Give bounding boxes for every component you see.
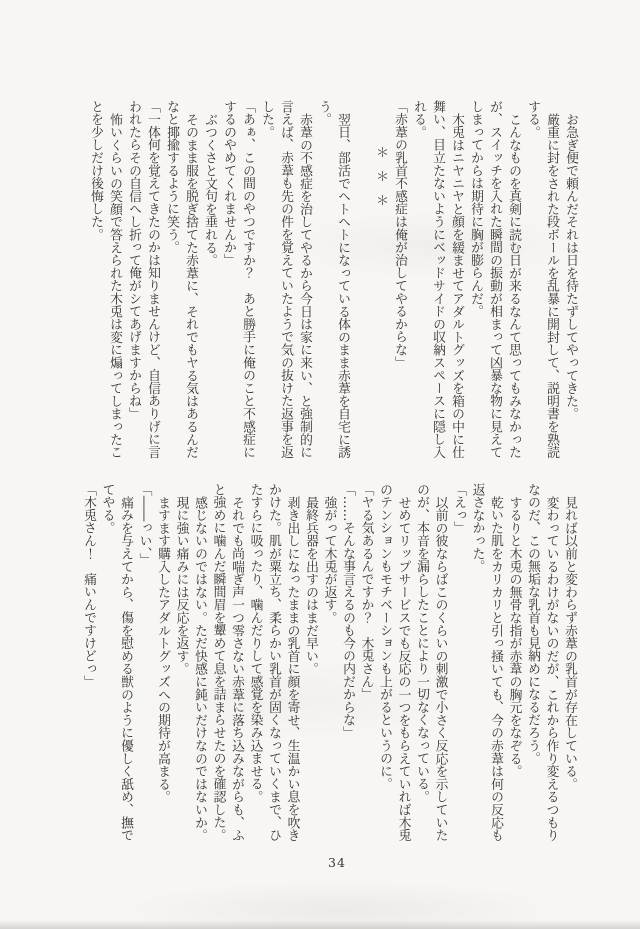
- paragraph: 以前の彼ならばこのくらいの刺激で小さく反応を示していたのが、本音を漏らしたことにより一切なくなっている。: [414, 483, 448, 843]
- paragraph: ぶつくさと文句を垂れる。: [202, 113, 217, 268]
- dialogue-line: 「えっ」: [451, 483, 466, 535]
- paragraph: お急ぎ便で頼んだそれは日を待たずしてやってきた。: [563, 113, 578, 421]
- paragraph: 怖いくらいの笑顔で答えられた木兎は変に煽ってしまったことを少しだけ後悔した。: [88, 100, 122, 460]
- page-number: 34: [328, 855, 346, 870]
- scene-break: ＊＊＊: [373, 146, 388, 218]
- dialogue-line: 「――っい、」: [136, 483, 152, 567]
- dialogue-line: 「……そんな事言えるのも今の内だからな」: [340, 483, 355, 739]
- paragraph: 感じないのではない。ただ快感に鈍いだけなのではないか。: [192, 496, 207, 843]
- paragraph: 現に強い痛みには反応を返す。: [173, 496, 189, 676]
- paragraph: 剥き出しになったままの乳首に顔を寄せ、生温かい息を吹きかけた。肌が粟立ち、柔らかい乳首が固くなっていくまで、ひたすらに吸ったり、噛んだりして感覚を染み込ませる。: [247, 483, 300, 843]
- dialogue-line: 「一体何を覚えてきたのかは知りませんけど、自信ありげに言われたらその自信へし折って俺がシてあげますからね」: [126, 100, 160, 459]
- paragraph: こんなものを真剣に読む日が来るなんて思ってもみなかったが、スイッチを入れた瞬間の振動が相まって凶暴な物に見えてしまってからは期待に胸が膨らんだ。: [468, 100, 521, 460]
- paragraph: 見れば以前と変わらず赤葦の乳首が存在している。: [562, 496, 577, 791]
- paragraph: 翌日、部活でヘトヘトになっている体のまま赤葦を自宅に誘う。: [316, 100, 350, 460]
- paragraph: そのまま服を脱ぎ捨てた赤葦に、それでもヤる気はあるんだなと揶揄するように笑う。: [164, 100, 198, 460]
- paragraph: 乾いた肌をカリカリと引っ掻いても、今の赤葦は何の反応も返さなかった。: [469, 483, 503, 843]
- text-block-top: [86, 100, 580, 463]
- paragraph: 強がって木兎が返す。: [321, 496, 337, 625]
- paragraph: せめてリップサービスでも反応の一つをもらえていれば木兎のテンションもモチベーションも上がるというのに。: [377, 483, 411, 843]
- paragraph: するりと木兎の無骨な指が赤葦の胸元をなぞる。: [506, 496, 522, 779]
- paragraph: それでも尚喘ぎ声一つ零さない赤葦に落ち込みながらも、ふと強めに噛んだ瞬間眉を顰めて息を詰まらせたのを確認した。: [210, 483, 244, 843]
- page-edge-shadow: [0, 920, 640, 929]
- dialogue-line: 「ヤる気あるんですか？ 木兎さん」: [358, 483, 374, 701]
- text-block-bottom: [79, 483, 579, 847]
- paragraph: 痛みを与えてから、傷を慰める獣のように優しく舐め、撫でてやる。: [99, 483, 133, 843]
- paragraph: 赤葦の不感症を治してやるから今日は家に来い、と強制的に言えば、赤葦も先の件を覚えていたようで気の抜けた返事を返した。: [259, 100, 312, 460]
- paragraph: ますます購入したアダルトグッズへの期待が高まる。: [155, 496, 170, 804]
- dialogue-line: 「木兎さん！ 痛いんですけどっ」: [81, 483, 96, 688]
- dialogue-line: 「赤葦の乳首不感症は俺が治してやるからな」: [392, 100, 407, 369]
- dialogue-line: 「あぁ、この間のやつですか？ あと勝手に俺のこと不感症にするのやめてくれませんか」: [221, 100, 255, 459]
- paragraph: 変わっているわけがないのだが、これから作り変えるつもりなのだ、この無垢な乳首も見納めになるだろう。: [525, 483, 559, 843]
- paragraph: 木兎はニヤニヤと顔を緩ませてアダルトグッズを箱の中に仕舞い、目立たないようにベッドサイドの収納スペースに隠し入れる。: [411, 100, 464, 460]
- paragraph: 厳重に封をされた段ボールを乱暴に開封して、説明書を熟読する。: [525, 100, 559, 460]
- paragraph: 最終兵器を出すのはまだ早い。: [303, 496, 318, 676]
